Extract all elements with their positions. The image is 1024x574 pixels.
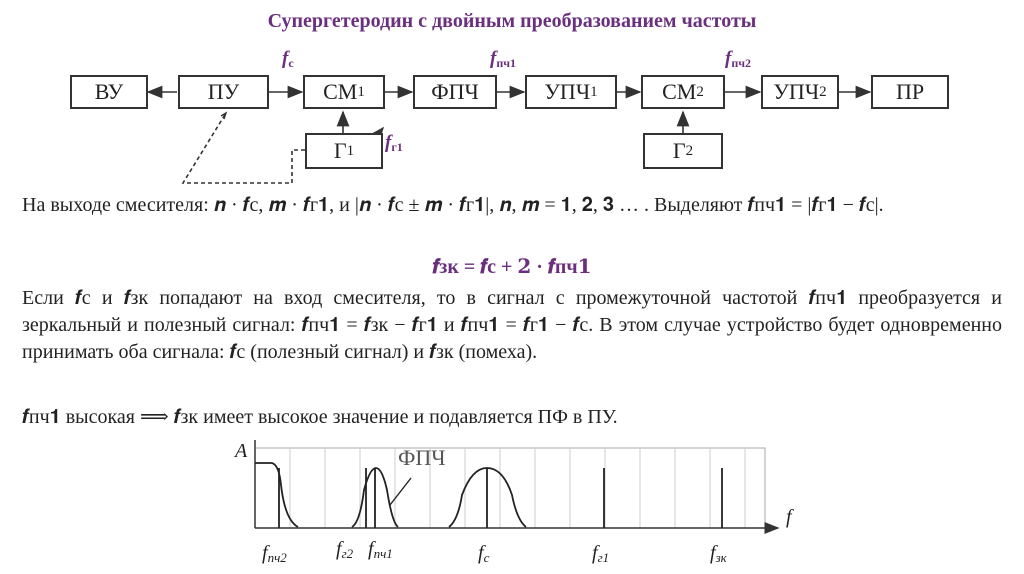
block-pr: ПР — [871, 75, 949, 109]
label-fc: fс — [282, 48, 294, 70]
block-g2: Г 2 — [643, 133, 723, 169]
label-fpch2: fпч2 — [725, 48, 752, 70]
slide-title: Супергетеродин с двойным преобразованием частоты — [267, 10, 757, 32]
paragraph-conclusion: 𝒇пч𝟏 высокая ⟹ 𝒇зк имеет высокое значение и подавляется ПФ в ПУ. — [22, 406, 618, 428]
block-g1: Г 1 — [305, 133, 383, 169]
upch2-response-curve — [255, 463, 298, 527]
block-fpch: ФПЧ — [413, 75, 497, 109]
block-upch1: УПЧ 1 — [525, 75, 617, 109]
y-axis-label: A — [235, 440, 248, 462]
label-fg1: fг1 — [385, 132, 403, 154]
tick-fpch1: fпч1 — [368, 538, 393, 561]
block-sm1: СМ 1 — [303, 75, 385, 109]
tick-fc: fс — [478, 542, 490, 565]
tick-fzk: fзк — [710, 542, 727, 565]
block-upch2: УПЧ 2 — [761, 75, 839, 109]
label-fpch1: fпч1 — [490, 48, 517, 70]
tick-fg2: fг2 — [336, 538, 354, 561]
tick-fg1: fг1 — [592, 542, 610, 565]
block-pu: ПУ — [178, 75, 269, 109]
paragraph-mixer-output: На выходе смесителя: 𝒏 · 𝒇с, 𝒎 · 𝒇г𝟏, и |𝒏 · 𝒇с ± 𝒎 · 𝒇г𝟏|, 𝒏, 𝒎 = 𝟏, 𝟐, 𝟑 … . Выделяют 𝒇пч𝟏 = |𝒇г𝟏 − 𝒇с|. — [22, 194, 884, 216]
fpch-pointer-line — [390, 478, 411, 505]
tick-fpch2: fпч2 — [262, 542, 287, 565]
x-axis-label: f — [786, 506, 792, 528]
block-vu: ВУ — [70, 75, 148, 109]
paragraph-image-explanation: Если 𝒇с и 𝒇зк попадают на вход смесителя, то в сигнал с промежуточной частотой 𝒇пч𝟏 преобразуется и зеркальный и полезный сигнал: 𝒇пч𝟏 = 𝒇зк − 𝒇г𝟏 и 𝒇пч𝟏 = 𝒇г𝟏 − 𝒇с. В этом случае устройство будет одновременно принимать оба сигнала: 𝒇с (полезный сигнал) и 𝒇зк (помеха). — [22, 287, 1002, 363]
block-sm2: СМ 2 — [641, 75, 725, 109]
formula-image-freq: 𝒇зк = 𝒇с + 𝟐 · 𝒇пч𝟏 — [432, 256, 592, 278]
filter-label-fpch: ФПЧ — [398, 445, 446, 470]
